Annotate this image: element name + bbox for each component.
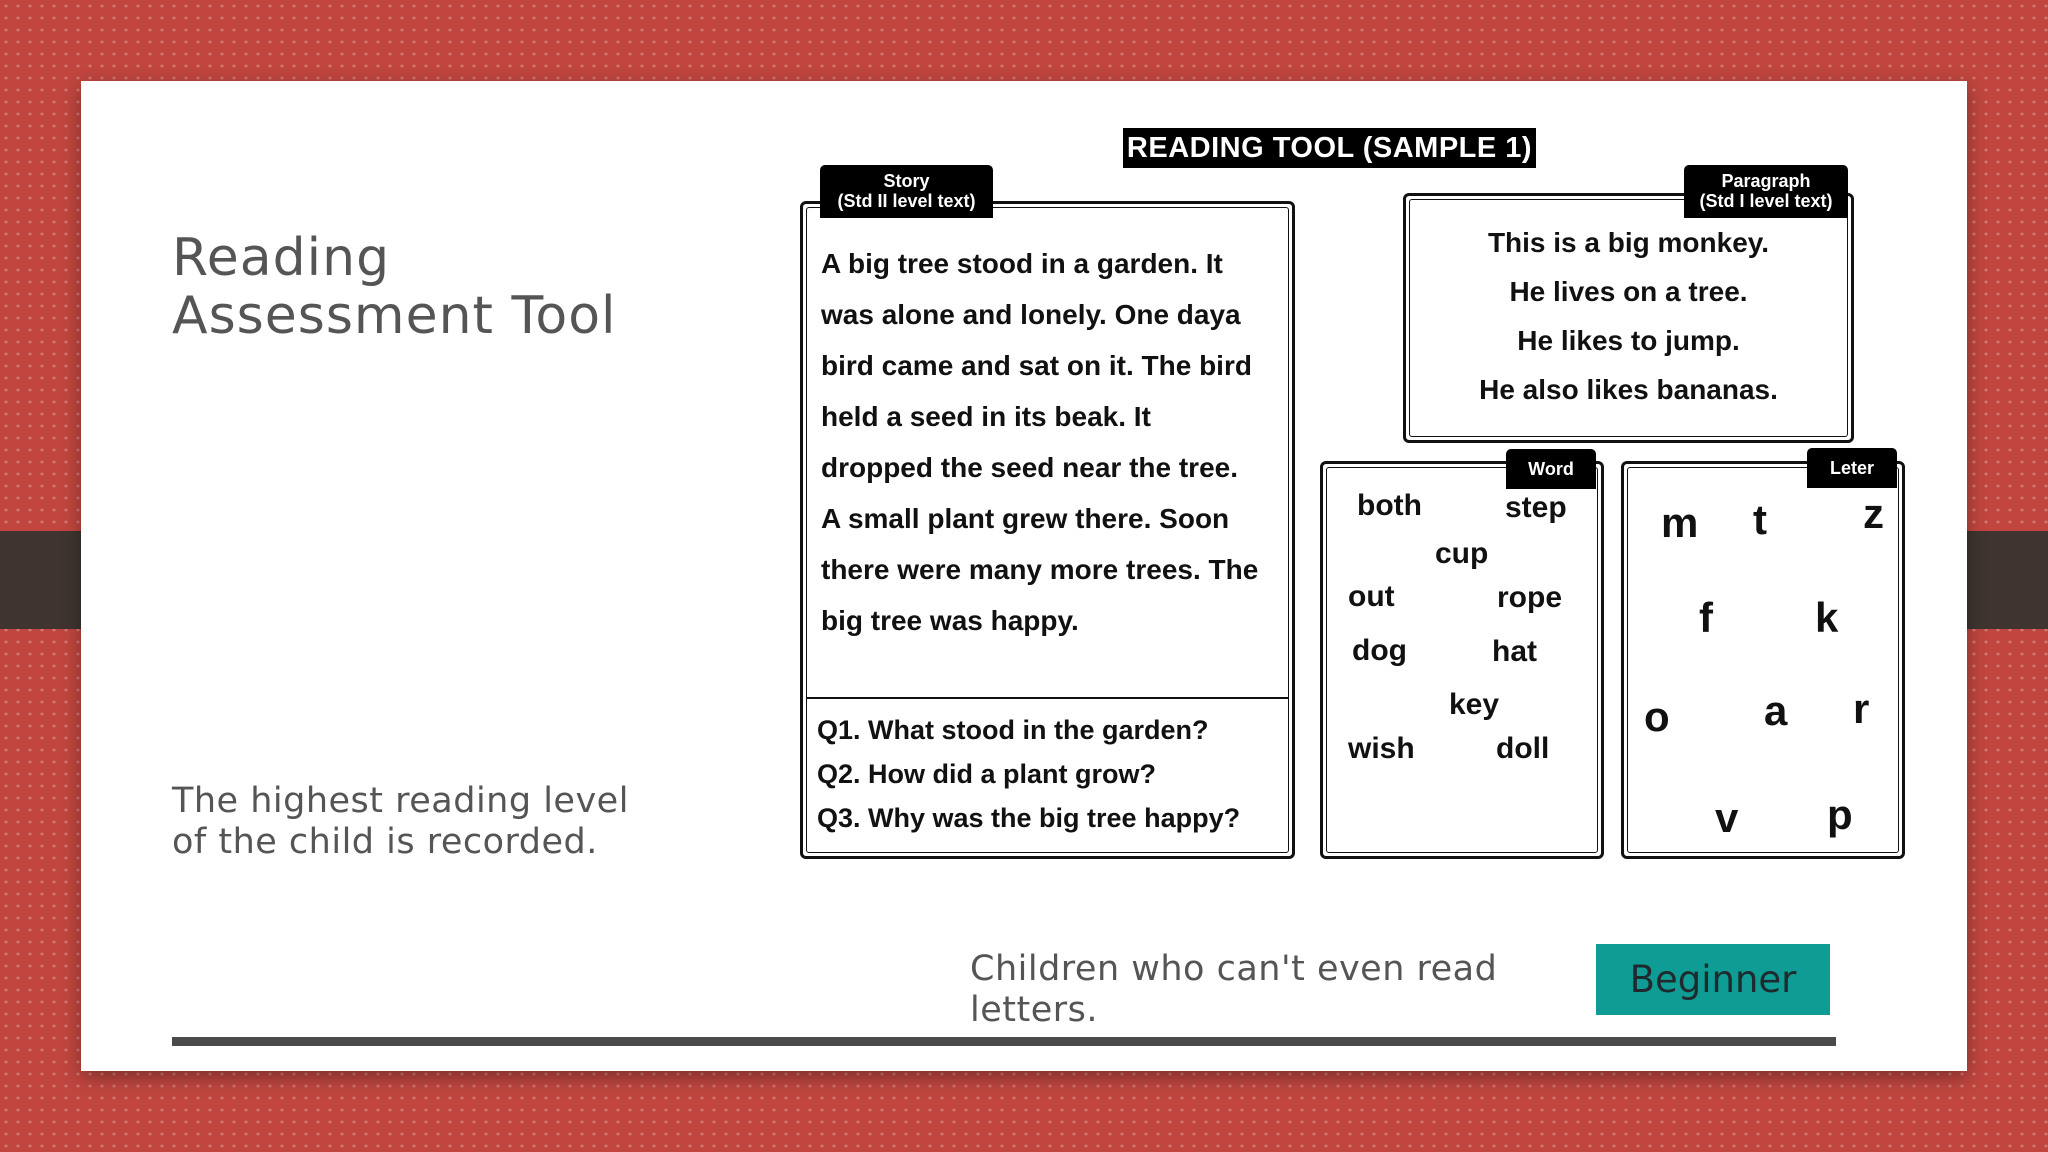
letter-item: o: [1644, 693, 1670, 740]
story-line: was alone and lonely. One daya: [821, 299, 1241, 330]
word-item: out: [1348, 580, 1395, 613]
word-item: cup: [1435, 537, 1489, 570]
slide-title: Reading Assessment Tool: [172, 228, 617, 346]
paragraph-line: He lives on a tree.: [1509, 276, 1748, 307]
story-line: held a seed in its beak. It: [821, 401, 1151, 432]
story-questions: [817, 708, 1240, 840]
story-line: A small plant grew there. Soon: [821, 503, 1230, 534]
letter-item: f: [1699, 594, 1713, 641]
word-item: rope: [1497, 581, 1563, 614]
story-line: dropped the seed near the tree.: [821, 452, 1238, 483]
letter-item: k: [1815, 594, 1839, 641]
paragraph-text: [1406, 218, 1851, 414]
paragraph-tab: Paragraph (Std I level text): [1684, 165, 1848, 218]
question-item: Q2. How did a plant grow?: [817, 759, 1157, 789]
letter-item: m: [1661, 499, 1699, 546]
word-box: [1320, 461, 1604, 859]
letter-item: v: [1715, 794, 1739, 841]
word-item: hat: [1492, 635, 1537, 668]
story-tab: Story (Std II level text): [820, 165, 993, 218]
reading-tool-header: READING TOOL (SAMPLE 1): [1123, 128, 1536, 168]
paragraph-line: He also likes bananas.: [1479, 374, 1778, 405]
paragraph-box: [1403, 193, 1854, 443]
paragraph-line: He likes to jump.: [1517, 325, 1740, 356]
letter-tab: Leter: [1807, 448, 1897, 488]
letter-item: r: [1853, 685, 1870, 732]
question-item: Q3. Why was the big tree happy?: [817, 803, 1241, 833]
letter-item: a: [1764, 687, 1788, 734]
story-text: [821, 238, 1258, 646]
letter-item: z: [1863, 490, 1884, 537]
word-item: wish: [1348, 732, 1415, 765]
story-line: A big tree stood in a garden. It: [821, 248, 1223, 279]
letter-item: t: [1753, 496, 1767, 543]
story-line: there were many more trees. The: [821, 554, 1259, 585]
story-line: bird came and sat on it. The bird: [821, 350, 1252, 381]
word-item: key: [1449, 688, 1500, 721]
story-line: big tree was happy.: [821, 605, 1079, 636]
paragraph-line: This is a big monkey.: [1487, 227, 1770, 258]
story-box: [800, 201, 1295, 859]
word-item: both: [1357, 489, 1422, 522]
question-item: Q1. What stood in the garden?: [817, 715, 1209, 745]
level-description: Children who can't even read letters.: [970, 949, 1498, 1030]
word-tab: Word: [1506, 449, 1596, 489]
word-item: step: [1505, 491, 1567, 524]
slide: [81, 81, 1967, 1071]
slide-caption: The highest reading level of the child is recorded.: [172, 781, 629, 862]
story-divider: [807, 697, 1288, 699]
letter-box: [1621, 461, 1905, 859]
letter-item: p: [1827, 791, 1853, 838]
word-item: doll: [1496, 732, 1550, 765]
word-item: dog: [1352, 634, 1407, 667]
beginner-level-button[interactable]: Beginner: [1596, 944, 1830, 1015]
progress-rule: [172, 1037, 1836, 1046]
